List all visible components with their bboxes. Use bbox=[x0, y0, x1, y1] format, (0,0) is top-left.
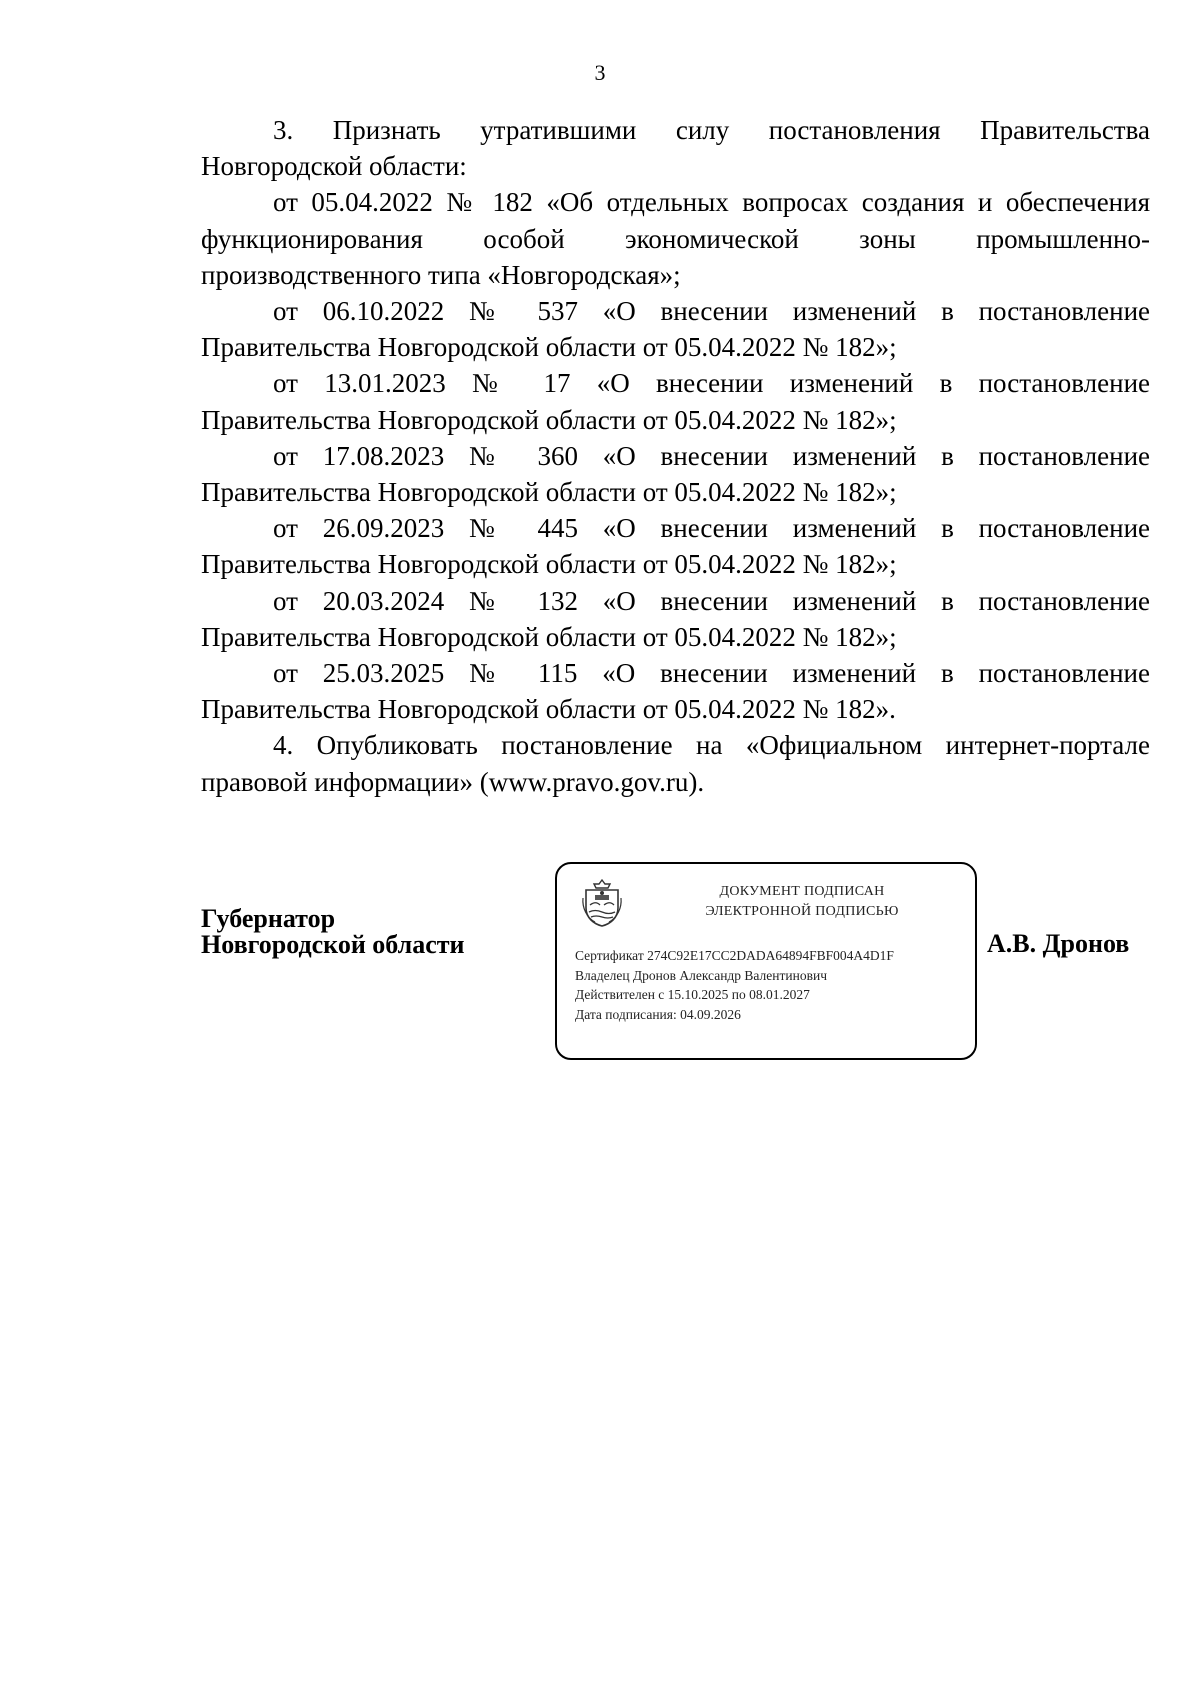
signatory-title-line2: Новгородской области bbox=[201, 930, 465, 959]
stamp-certificate: Сертификат 274C92E17CC2DADA64894FBF004A4D1F bbox=[575, 948, 894, 963]
electronic-signature-stamp bbox=[555, 862, 977, 1060]
list-item-decree-445: от 26.09.2023 № 445 «О внесении изменений в постановление Правительства Новгородской области от 05.04.2022 № 182»; bbox=[201, 513, 1150, 580]
paragraph-item-4: 4. Опубликовать постановление на «Официальном интернет-портале правовой информации» (www.pravo.gov.ru). bbox=[201, 730, 1150, 797]
page-number: 3 bbox=[594, 60, 606, 85]
novgorod-coat-of-arms-icon bbox=[581, 878, 623, 928]
list-item-decree-132: от 20.03.2024 № 132 «О внесении изменений в постановление Правительства Новгородской области от 05.04.2022 № 182»; bbox=[201, 585, 1150, 652]
stamp-owner: Владелец Дронов Александр Валентинович bbox=[575, 967, 827, 983]
stamp-validity: Действителен с 15.10.2025 по 08.01.2027 bbox=[575, 987, 810, 1002]
stamp-details bbox=[575, 946, 971, 1024]
stamp-header-line1: ДОКУМЕНТ ПОДПИСАН bbox=[719, 884, 885, 899]
document-body bbox=[201, 112, 1150, 800]
stamp-header bbox=[647, 882, 957, 922]
list-item-decree-115: от 25.03.2025 № 115 «О внесении изменений в постановление Правительства Новгородской области от 05.04.2022 № 182». bbox=[201, 658, 1150, 725]
list-item-decree-182: от 05.04.2022 № 182 «Об отдельных вопросах создания и обеспечения функционирования особой экономической зоны промышленно-производственного типа «Новгородская»; bbox=[201, 187, 1150, 290]
stamp-signing-date: Дата подписания: 04.09.2026 bbox=[575, 1006, 741, 1022]
list-item-decree-360: от 17.08.2023 № 360 «О внесении изменений в постановление Правительства Новгородской области от 05.04.2022 № 182»; bbox=[201, 440, 1150, 508]
paragraph-item-3: 3. Признать утратившими силу постановления Правительства Новгородской области: bbox=[201, 115, 1150, 182]
signatory-title-line1: Губернатор bbox=[201, 904, 336, 933]
signatory-name: А.В. Дронов bbox=[987, 929, 1130, 958]
list-item-decree-17: от 13.01.2023 № 17 «О внесении изменений в постановление Правительства Новгородской области от 05.04.2022 № 182»; bbox=[201, 368, 1150, 435]
list-item-decree-537: от 06.10.2022 № 537 «О внесении изменений в постановление Правительства Новгородской области от 05.04.2022 № 182»; bbox=[201, 296, 1150, 363]
stamp-header-line2: ЭЛЕКТРОННОЙ ПОДПИСЬЮ bbox=[705, 904, 899, 919]
signatory-title bbox=[201, 906, 465, 958]
